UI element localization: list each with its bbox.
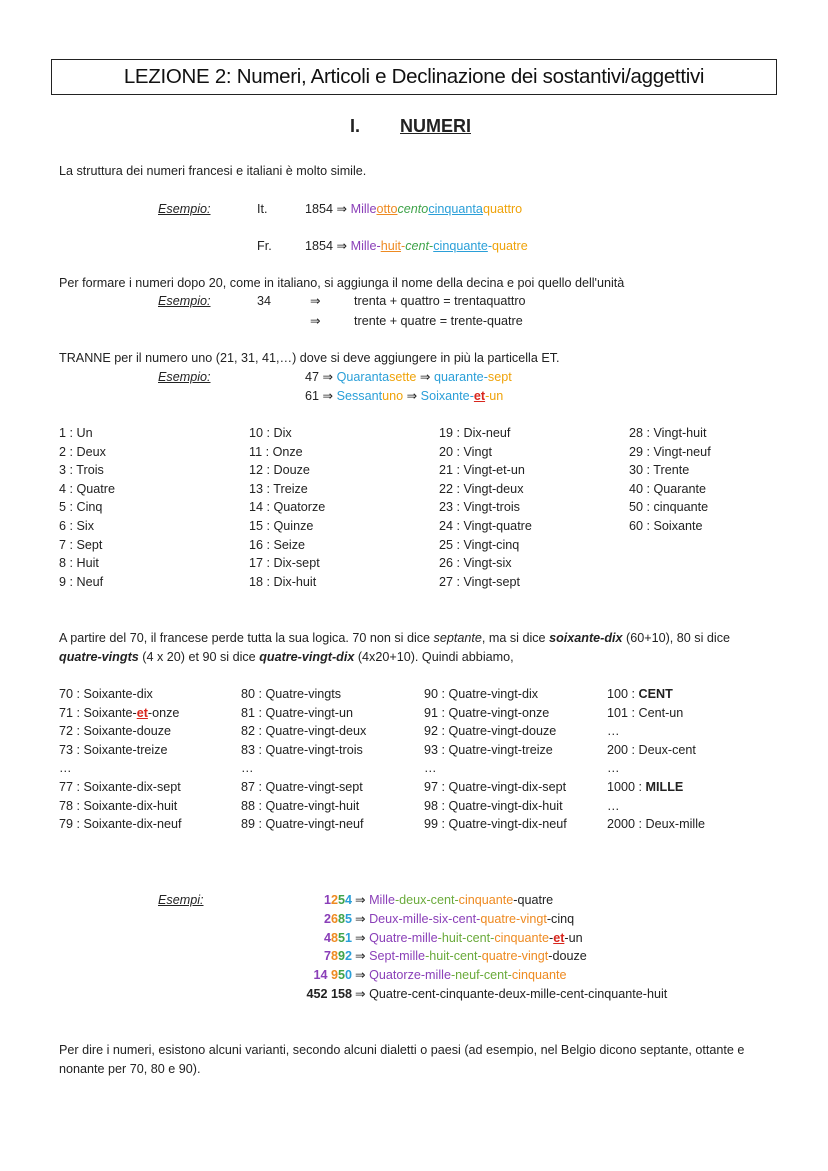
- section-number: I.: [350, 116, 361, 136]
- list-item: 1000 : MILLE: [607, 779, 684, 794]
- list-item: 50 : cinquante: [629, 500, 709, 515]
- list-item: …: [607, 761, 620, 776]
- list-item: …: [59, 761, 72, 776]
- list-item: 40 : Quarante: [629, 481, 707, 496]
- example-label: Esempio:: [158, 294, 211, 308]
- list-item: 99 : Quatre-vingt-dix-neuf: [424, 817, 567, 832]
- numbers2-col-3: [424, 685, 567, 834]
- list-item: 71 : Soixante-et-onze: [59, 705, 180, 720]
- arrow-icon: ⇒: [310, 294, 321, 308]
- lang-fr: Fr.: [257, 239, 272, 253]
- list-item: 27 : Vingt-sept: [439, 574, 520, 589]
- list-item: 13 : Treize: [249, 481, 308, 496]
- list-item: 19 : Dix-neuf: [439, 426, 511, 440]
- list-item: 14 : Quatorze: [249, 500, 326, 515]
- list-item: 16 : Seize: [249, 537, 306, 552]
- list-item: 12 : Douze: [249, 463, 310, 478]
- list-item: 5 : Cinq: [59, 500, 103, 515]
- list-item: 89 : Quatre-vingt-neuf: [241, 817, 364, 832]
- list-item: 23 : Vingt-trois: [439, 500, 520, 515]
- example1-fr-line: 1854 ⇒ Mille-huit-cent-cinquante-quatre: [305, 239, 528, 253]
- numbers-col-1: [59, 424, 115, 591]
- list-item: …: [241, 761, 254, 776]
- list-item: …: [607, 724, 620, 739]
- list-item: 15 : Quinze: [249, 518, 314, 533]
- example-number: 452 158: [306, 987, 352, 1001]
- list-item: 10 : Dix: [249, 426, 292, 440]
- example-words: ⇒ Mille-deux-cent-cinquante-quatre: [355, 893, 554, 907]
- list-item: …: [607, 798, 620, 813]
- list-item: 18 : Dix-huit: [249, 574, 317, 589]
- list-item: 8 : Huit: [59, 556, 99, 571]
- example2-fr: trente + quatre = trente-quatre: [354, 314, 523, 328]
- list-item: …: [424, 761, 437, 776]
- list-item: 91 : Quatre-vingt-onze: [424, 705, 550, 720]
- example-number: 4851: [323, 931, 352, 945]
- example2-num: 34: [257, 294, 272, 308]
- list-item: 60 : Soixante: [629, 518, 703, 533]
- numbers-col-3: [439, 424, 532, 591]
- example1-it-line: 1854 ⇒ Milleottocentocinquantaquattro: [305, 202, 523, 216]
- list-item: 3 : Trois: [59, 463, 104, 478]
- list-item: 2000 : Deux-mille: [607, 817, 705, 832]
- list-item: 97 : Quatre-vingt-dix-sept: [424, 779, 567, 794]
- list-item: 72 : Soixante-douze: [59, 724, 172, 739]
- section-name: NUMERI: [400, 116, 471, 136]
- list-item: 24 : Vingt-quatre: [439, 518, 532, 533]
- numbers2-col-1: [59, 685, 182, 834]
- list-item: 98 : Quatre-vingt-dix-huit: [424, 798, 563, 813]
- list-item: 9 : Neuf: [59, 574, 104, 589]
- example-words: ⇒ Quatre-mille-huit-cent-cinquante-et-un: [355, 931, 583, 945]
- closing-text: Per dire i numeri, esistono alcuni varianti, secondo alcuni dialetti o paesi (ad esempio, nel Belgio dicono septante, ottante e nonante per 70, 80 e 90).: [59, 1043, 745, 1076]
- list-item: 92 : Quatre-vingt-douze: [424, 724, 557, 739]
- list-item: 1 : Un: [59, 426, 93, 440]
- list-item: 93 : Quatre-vingt-treize: [424, 742, 553, 757]
- list-item: 83 : Quatre-vingt-trois: [241, 742, 363, 757]
- list-item: 77 : Soixante-dix-sept: [59, 779, 181, 794]
- list-item: 78 : Soixante-dix-huit: [59, 798, 178, 813]
- intro-text: La struttura dei numeri francesi e italiani è molto simile.: [59, 164, 367, 178]
- list-item: 21 : Vingt-et-un: [439, 463, 525, 478]
- list-item: 26 : Vingt-six: [439, 556, 512, 571]
- example-words: ⇒ Deux-mille-six-cent-quatre-vingt-cinq: [355, 912, 575, 926]
- esempi-label: Esempi:: [158, 893, 204, 907]
- list-item: 87 : Quatre-vingt-sept: [241, 779, 363, 794]
- list-item: 30 : Trente: [629, 463, 690, 478]
- list-item: 2 : Deux: [59, 444, 106, 459]
- list-item: 100 : CENT: [607, 687, 673, 701]
- list-item: 29 : Vingt-neuf: [629, 444, 711, 459]
- example-number: 1254: [323, 893, 352, 907]
- list-item: 70 : Soixante-dix: [59, 687, 153, 701]
- example2-it: trenta + quattro = trentaquattro: [354, 294, 526, 308]
- list-item: 17 : Dix-sept: [249, 556, 320, 571]
- list-item: 20 : Vingt: [439, 444, 492, 459]
- lang-it: It.: [257, 202, 268, 216]
- rule-et: TRANNE per il numero uno (21, 31, 41,…) dove si deve aggiungere in più la particella ET.: [59, 351, 560, 365]
- list-item: 82 : Quatre-vingt-deux: [241, 724, 367, 739]
- numbers2-col-2: [241, 685, 366, 834]
- example-words: ⇒ Sept-mille-huit-cent-quatre-vingt-douze: [355, 949, 587, 963]
- example-number: 2685: [323, 912, 352, 926]
- rule-tens: Per formare i numeri dopo 20, come in italiano, si aggiunga il nome della decina e poi quello dell'unità: [59, 276, 625, 290]
- numbers2-col-4: [607, 685, 705, 834]
- list-item: 81 : Quatre-vingt-un: [241, 705, 354, 720]
- list-item: 7 : Sept: [59, 537, 103, 552]
- list-item: 22 : Vingt-deux: [439, 481, 524, 496]
- list-item: 101 : Cent-un: [607, 705, 684, 720]
- list-item: 28 : Vingt-huit: [629, 426, 707, 440]
- example3-line1: 47 ⇒ Quarantasette ⇒ quarante-sept: [305, 370, 512, 384]
- example-label: Esempio:: [158, 370, 211, 384]
- lesson-title: LEZIONE 2: Numeri, Articoli e Declinazione dei sostantivi/aggettivi: [51, 59, 777, 95]
- list-item: 25 : Vingt-cinq: [439, 537, 520, 552]
- numbers-col-4: [629, 424, 711, 536]
- example-words: ⇒ Quatre-cent-cinquante-deux-mille-cent-cinquante-huit: [355, 987, 668, 1001]
- list-item: 90 : Quatre-vingt-dix: [424, 687, 539, 701]
- para-seventy: A partire del 70, il francese perde tutta la sua logica. 70 non si dice septante, ma si dice soixante-dix (60+10), 80 si dice quatre-vingts (4 x 20) et 90 si dice quatre-vingt-dix (4x20+10). Quindi abbiamo,: [59, 631, 731, 664]
- list-item: 73 : Soixante-treize: [59, 742, 168, 757]
- list-item: 6 : Six: [59, 518, 94, 533]
- list-item: 200 : Deux-cent: [607, 742, 696, 757]
- list-item: 79 : Soixante-dix-neuf: [59, 817, 182, 832]
- example-number: 14 950: [313, 968, 352, 982]
- list-item: 80 : Quatre-vingts: [241, 687, 342, 701]
- example-number: 7892: [323, 949, 352, 963]
- example-words: ⇒ Quatorze-mille-neuf-cent-cinquante: [355, 968, 567, 982]
- list-item: 11 : Onze: [249, 444, 303, 459]
- numbers-col-2: [249, 424, 325, 591]
- arrow-icon: ⇒: [310, 314, 321, 328]
- example3-line2: 61 ⇒ Sessantuno ⇒ Soixante-et-un: [305, 389, 504, 403]
- list-item: 88 : Quatre-vingt-huit: [241, 798, 360, 813]
- list-item: 4 : Quatre: [59, 481, 116, 496]
- example-label: Esempio:: [158, 202, 211, 216]
